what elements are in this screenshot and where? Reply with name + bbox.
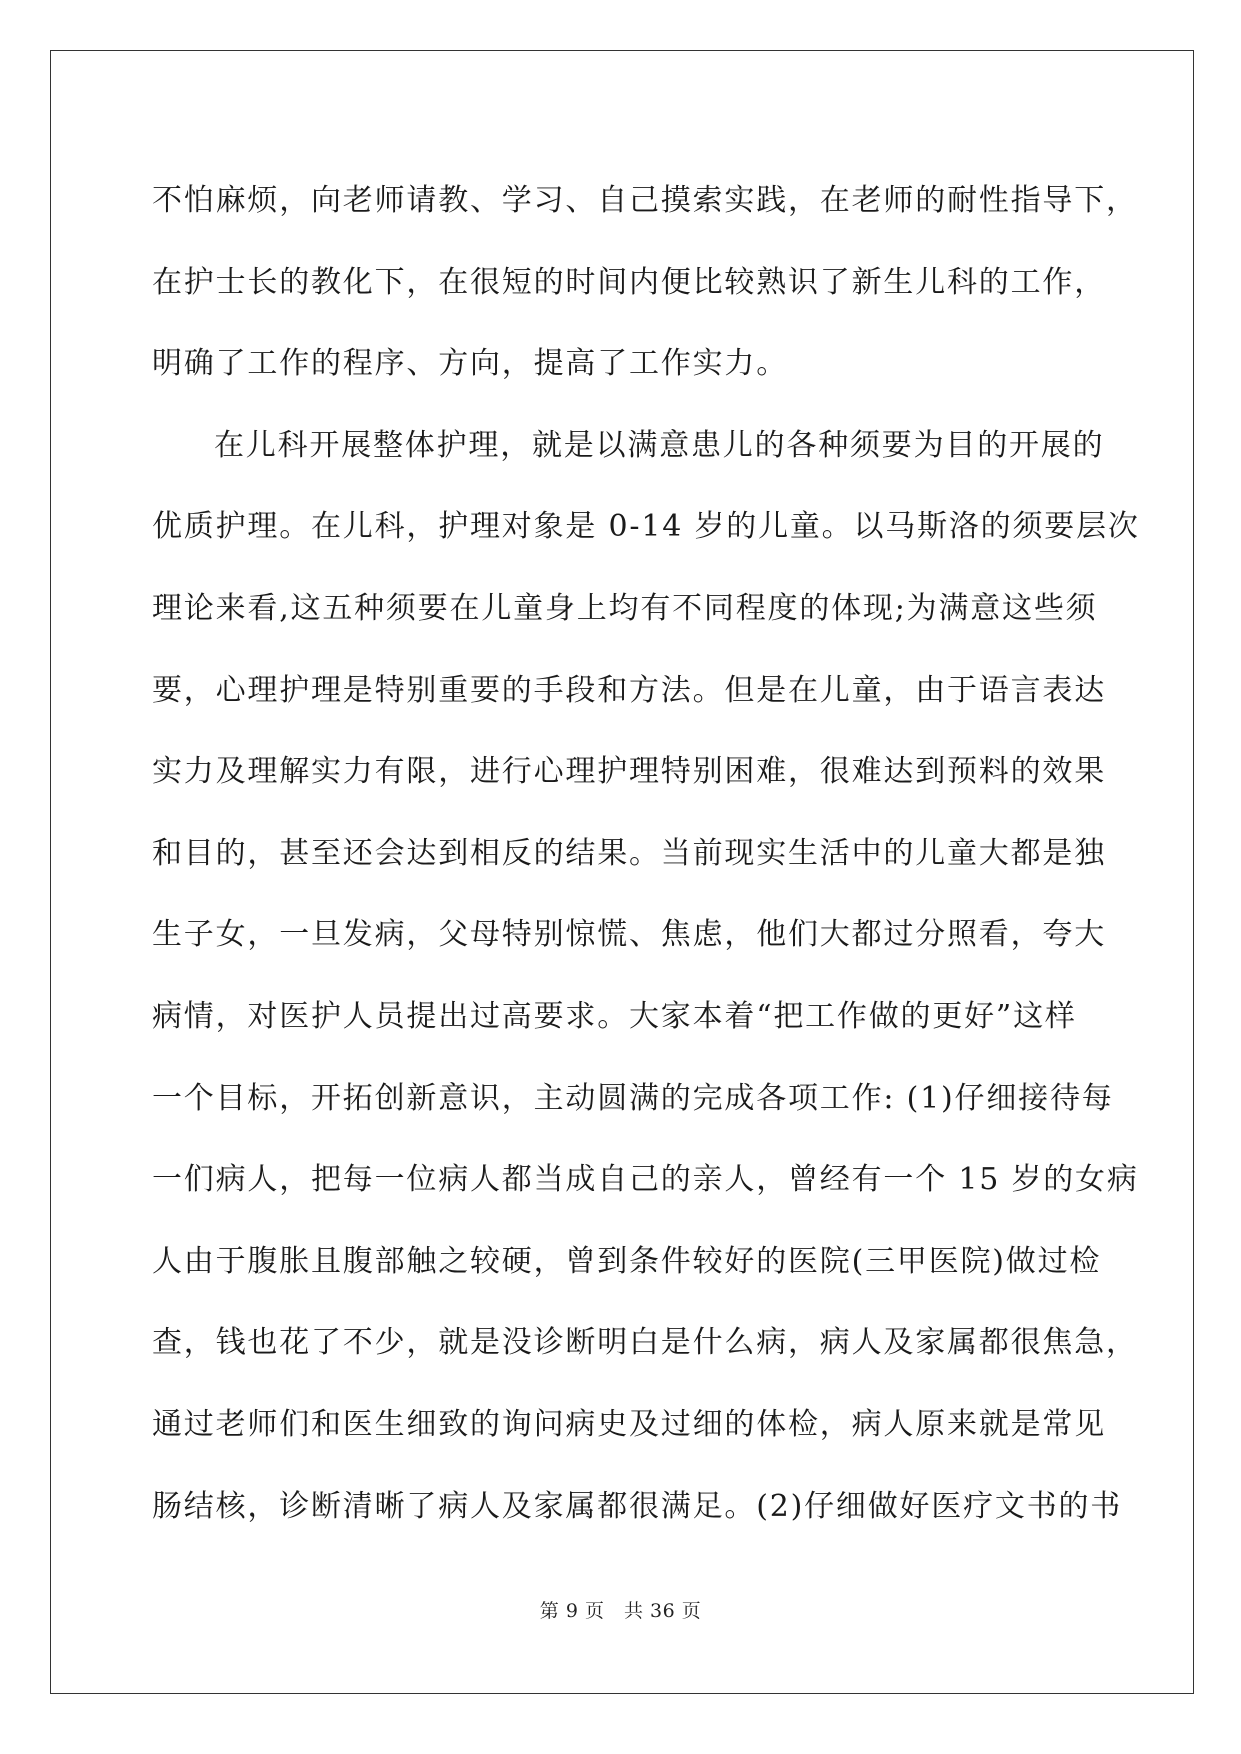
page-number: 第 9 页 共 36 页 xyxy=(539,1600,702,1622)
text-line: 生子女，一旦发病，父母特别惊慌、焦虑，他们大都过分照看，夸大 xyxy=(152,917,1106,953)
text-line: 不怕麻烦，向老师请教、学习、自己摸索实践，在老师的耐性指导下， xyxy=(152,183,1138,218)
text-line: 查，钱也花了不少，就是没诊断明白是什么病，病人及家属都很焦急， xyxy=(152,1325,1138,1361)
text-line: 一们病人，把每一位病人都当成自己的亲人，曾经有一个 15 岁的女病 xyxy=(152,1162,1139,1198)
text-line: 肠结核，诊断清晰了病人及家属都很满足。(2)仔细做好医疗文书的书 xyxy=(152,1488,1123,1524)
text-line: 病情，对医护人员提出过高要求。大家本着“把工作做的更好”这样 xyxy=(152,998,1077,1034)
text-line: 要，心理护理是特别重要的手段和方法。但是在儿童，由于语言表达 xyxy=(152,672,1106,708)
text-line: 和目的，甚至还会达到相反的结果。当前现实生活中的儿童大都是独 xyxy=(152,835,1106,871)
document-body xyxy=(152,160,1140,1547)
text-line: 明确了工作的程序、方向，提高了工作实力。 xyxy=(152,346,788,382)
text-line: 一个目标，开拓创新意识，主动圆满的完成各项工作: (1)仔细接待每 xyxy=(152,1080,1114,1116)
text-line: 实力及理解实力有限，进行心理护理特别困难，很难达到预料的效果 xyxy=(152,754,1106,790)
text-line: 人由于腹胀且腹部触之较硬，曾到条件较好的医院(三甲医院)做过检 xyxy=(152,1243,1102,1279)
text-line: 优质护理。在儿科，护理对象是 0-14 岁的儿童。以马斯洛的须要层次 xyxy=(152,509,1140,545)
text-line: 通过老师们和医生细致的询问病史及过细的体检，病人原来就是常见 xyxy=(152,1406,1106,1442)
paragraph-first-line: 在儿科开展整体护理，就是以满意患儿的各种须要为目的开展的 xyxy=(214,427,1105,463)
text-line: 在护士长的教化下，在很短的时间内便比较熟识了新生儿科的工作， xyxy=(152,264,1106,300)
text-line: 理论来看,这五种须要在儿童身上均有不同程度的体现;为满意这些须 xyxy=(152,590,1098,626)
